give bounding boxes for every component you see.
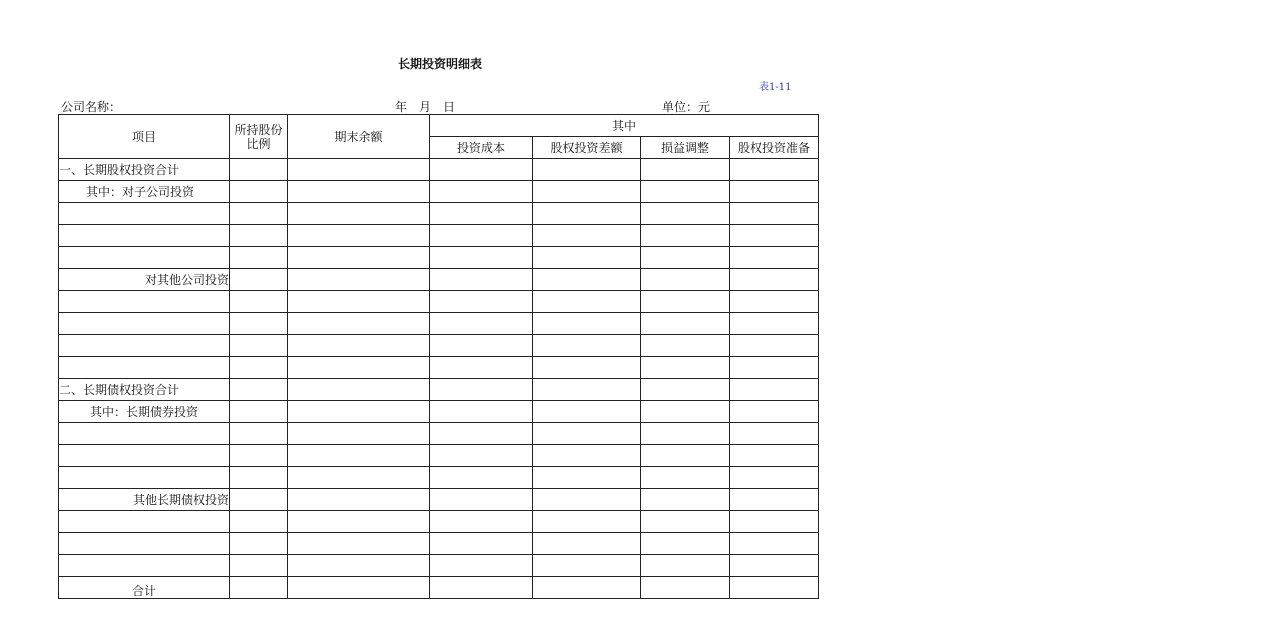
table-row: [59, 379, 819, 401]
row-item-label: 合计: [59, 577, 230, 599]
ending-balance-cell[interactable]: [288, 533, 430, 555]
table-row: [59, 335, 819, 357]
investment-cost-cell[interactable]: [430, 577, 533, 599]
pl-adjustment-cell[interactable]: [641, 291, 730, 313]
col-header-share-line1: 所持股份: [234, 122, 283, 137]
investment-cost-cell[interactable]: [430, 203, 533, 225]
pl-adjustment-cell[interactable]: [641, 225, 730, 247]
ending-balance-cell[interactable]: [288, 445, 430, 467]
ending-balance-cell[interactable]: [288, 577, 430, 599]
investment-reserve-cell[interactable]: [730, 247, 819, 269]
row-item-label: [59, 511, 230, 533]
investment-reserve-cell[interactable]: [730, 533, 819, 555]
share-ratio-cell[interactable]: [230, 313, 288, 335]
row-item-label: 其他长期债权投资: [59, 489, 230, 511]
investment-cost-cell[interactable]: [430, 533, 533, 555]
share-ratio-cell[interactable]: [230, 401, 288, 423]
row-item-label: [59, 467, 230, 489]
equity-difference-cell[interactable]: [533, 555, 641, 577]
share-ratio-cell[interactable]: [230, 357, 288, 379]
pl-adjustment-cell[interactable]: [641, 423, 730, 445]
company-name-label: 公司名称：: [61, 100, 122, 114]
ending-balance-cell[interactable]: [288, 335, 430, 357]
table-row: [59, 423, 819, 445]
share-ratio-cell[interactable]: [230, 489, 288, 511]
row-item-label: [59, 445, 230, 467]
pl-adjustment-cell[interactable]: [641, 313, 730, 335]
ending-balance-cell[interactable]: [288, 423, 430, 445]
equity-difference-cell[interactable]: [533, 159, 641, 181]
investment-cost-cell[interactable]: [430, 181, 533, 203]
investment-cost-cell[interactable]: [430, 379, 533, 401]
ending-balance-cell[interactable]: [288, 269, 430, 291]
ending-balance-cell[interactable]: [288, 357, 430, 379]
equity-difference-cell[interactable]: [533, 291, 641, 313]
col-header-pl-adjustment: 损益调整: [641, 137, 730, 159]
pl-adjustment-cell[interactable]: [641, 489, 730, 511]
investment-cost-cell[interactable]: [430, 445, 533, 467]
investment-reserve-cell[interactable]: [730, 313, 819, 335]
share-ratio-cell[interactable]: [230, 247, 288, 269]
row-item-label: 二、长期债权投资合计: [59, 379, 230, 401]
row-item-label: [59, 555, 230, 577]
pl-adjustment-cell[interactable]: [641, 357, 730, 379]
equity-difference-cell[interactable]: [533, 225, 641, 247]
table-row: [59, 203, 819, 225]
row-item-label: 其中：长期债券投资: [59, 401, 230, 423]
investment-reserve-cell[interactable]: [730, 291, 819, 313]
unit-label: 单位：元: [662, 100, 711, 114]
table-row: [59, 533, 819, 555]
pl-adjustment-cell[interactable]: [641, 269, 730, 291]
row-item-label: [59, 247, 230, 269]
investment-reserve-cell[interactable]: [730, 401, 819, 423]
table-row: [59, 555, 819, 577]
share-ratio-cell[interactable]: [230, 291, 288, 313]
investment-cost-cell[interactable]: [430, 313, 533, 335]
row-item-label: [59, 423, 230, 445]
pl-adjustment-cell[interactable]: [641, 555, 730, 577]
report-title: 长期投资明细表: [397, 57, 482, 71]
table-row: [59, 357, 819, 379]
share-ratio-cell[interactable]: [230, 577, 288, 599]
ending-balance-cell[interactable]: [288, 511, 430, 533]
investment-cost-cell[interactable]: [430, 489, 533, 511]
row-item-label: 一、长期股权投资合计: [59, 159, 230, 181]
table-row: [59, 401, 819, 423]
col-header-share-line2: 比例: [246, 136, 271, 151]
ending-balance-cell[interactable]: [288, 159, 430, 181]
investment-cost-cell[interactable]: [430, 511, 533, 533]
pl-adjustment-cell[interactable]: [641, 511, 730, 533]
equity-difference-cell[interactable]: [533, 467, 641, 489]
equity-difference-cell[interactable]: [533, 489, 641, 511]
row-item-label: 其中：对子公司投资: [59, 181, 230, 203]
ending-balance-cell[interactable]: [288, 225, 430, 247]
share-ratio-cell[interactable]: [230, 203, 288, 225]
investment-reserve-cell[interactable]: [730, 467, 819, 489]
row-item-label: [59, 533, 230, 555]
investment-reserve-cell[interactable]: [730, 159, 819, 181]
table-row: [59, 577, 819, 599]
investment-cost-cell[interactable]: [430, 247, 533, 269]
equity-difference-cell[interactable]: [533, 533, 641, 555]
investment-reserve-cell[interactable]: [730, 555, 819, 577]
pl-adjustment-cell[interactable]: [641, 247, 730, 269]
share-ratio-cell[interactable]: [230, 467, 288, 489]
row-item-label: [59, 203, 230, 225]
investment-cost-cell[interactable]: [430, 269, 533, 291]
pl-adjustment-cell[interactable]: [641, 181, 730, 203]
investment-reserve-cell[interactable]: [730, 511, 819, 533]
equity-difference-cell[interactable]: [533, 577, 641, 599]
ending-balance-cell[interactable]: [288, 291, 430, 313]
share-ratio-cell[interactable]: [230, 533, 288, 555]
ending-balance-cell[interactable]: [288, 401, 430, 423]
equity-difference-cell[interactable]: [533, 357, 641, 379]
table-row: [59, 269, 819, 291]
investment-cost-cell[interactable]: [430, 225, 533, 247]
investment-cost-cell[interactable]: [430, 159, 533, 181]
share-ratio-cell[interactable]: [230, 379, 288, 401]
pl-adjustment-cell[interactable]: [641, 467, 730, 489]
pl-adjustment-cell[interactable]: [641, 335, 730, 357]
equity-difference-cell[interactable]: [533, 511, 641, 533]
table-row: [59, 181, 819, 203]
col-header-share-ratio: [230, 115, 288, 159]
pl-adjustment-cell[interactable]: [641, 401, 730, 423]
row-item-label: [59, 357, 230, 379]
ending-balance-cell[interactable]: [288, 379, 430, 401]
ending-balance-cell[interactable]: [288, 489, 430, 511]
col-header-ending-balance: 期末余额: [288, 115, 430, 159]
col-header-investment-cost: 投资成本: [430, 137, 533, 159]
equity-difference-cell[interactable]: [533, 445, 641, 467]
investment-reserve-cell[interactable]: [730, 357, 819, 379]
investment-cost-cell[interactable]: [430, 401, 533, 423]
ending-balance-cell[interactable]: [288, 467, 430, 489]
table-row: [59, 159, 819, 181]
investment-cost-cell[interactable]: [430, 335, 533, 357]
investment-detail-table: [58, 114, 819, 599]
share-ratio-cell[interactable]: [230, 445, 288, 467]
table-row: [59, 511, 819, 533]
row-item-label: [59, 313, 230, 335]
row-item-label: [59, 335, 230, 357]
investment-cost-cell[interactable]: [430, 423, 533, 445]
equity-difference-cell[interactable]: [533, 379, 641, 401]
table-row: [59, 467, 819, 489]
equity-difference-cell[interactable]: [533, 203, 641, 225]
share-ratio-cell[interactable]: [230, 181, 288, 203]
form-code: 表1-11: [759, 82, 792, 93]
investment-cost-cell[interactable]: [430, 357, 533, 379]
pl-adjustment-cell[interactable]: [641, 445, 730, 467]
table-row: [59, 313, 819, 335]
share-ratio-cell[interactable]: [230, 555, 288, 577]
equity-difference-cell[interactable]: [533, 423, 641, 445]
ending-balance-cell[interactable]: [288, 247, 430, 269]
pl-adjustment-cell[interactable]: [641, 379, 730, 401]
pl-adjustment-cell[interactable]: [641, 577, 730, 599]
investment-reserve-cell[interactable]: [730, 489, 819, 511]
equity-difference-cell[interactable]: [533, 247, 641, 269]
table-row: [59, 489, 819, 511]
row-item-label: [59, 291, 230, 313]
share-ratio-cell[interactable]: [230, 269, 288, 291]
investment-reserve-cell[interactable]: [730, 577, 819, 599]
table-row: [59, 247, 819, 269]
share-ratio-cell[interactable]: [230, 511, 288, 533]
table-row: [59, 225, 819, 247]
header-row-1: [59, 115, 819, 137]
investment-reserve-cell[interactable]: [730, 269, 819, 291]
equity-difference-cell[interactable]: [533, 181, 641, 203]
investment-reserve-cell[interactable]: [730, 423, 819, 445]
investment-reserve-cell[interactable]: [730, 379, 819, 401]
share-ratio-cell[interactable]: [230, 423, 288, 445]
investment-cost-cell[interactable]: [430, 291, 533, 313]
col-header-of-which: 其中: [430, 115, 819, 137]
equity-difference-cell[interactable]: [533, 269, 641, 291]
col-header-item: 项目: [59, 115, 230, 159]
share-ratio-cell[interactable]: [230, 225, 288, 247]
table-row: [59, 445, 819, 467]
ending-balance-cell[interactable]: [288, 555, 430, 577]
investment-reserve-cell[interactable]: [730, 225, 819, 247]
investment-reserve-cell[interactable]: [730, 181, 819, 203]
col-header-investment-reserve: 股权投资准备: [730, 137, 819, 159]
date-label: 年 月 日: [395, 100, 456, 114]
row-item-label: [59, 225, 230, 247]
equity-difference-cell[interactable]: [533, 401, 641, 423]
pl-adjustment-cell[interactable]: [641, 533, 730, 555]
share-ratio-cell[interactable]: [230, 335, 288, 357]
investment-cost-cell[interactable]: [430, 467, 533, 489]
ending-balance-cell[interactable]: [288, 313, 430, 335]
investment-cost-cell[interactable]: [430, 555, 533, 577]
equity-difference-cell[interactable]: [533, 335, 641, 357]
col-header-equity-difference: 股权投资差额: [533, 137, 641, 159]
pl-adjustment-cell[interactable]: [641, 159, 730, 181]
investment-reserve-cell[interactable]: [730, 203, 819, 225]
ending-balance-cell[interactable]: [288, 203, 430, 225]
table-row: [59, 291, 819, 313]
share-ratio-cell[interactable]: [230, 159, 288, 181]
equity-difference-cell[interactable]: [533, 313, 641, 335]
pl-adjustment-cell[interactable]: [641, 203, 730, 225]
row-item-label: 对其他公司投资: [59, 269, 230, 291]
ending-balance-cell[interactable]: [288, 181, 430, 203]
investment-reserve-cell[interactable]: [730, 335, 819, 357]
investment-reserve-cell[interactable]: [730, 445, 819, 467]
